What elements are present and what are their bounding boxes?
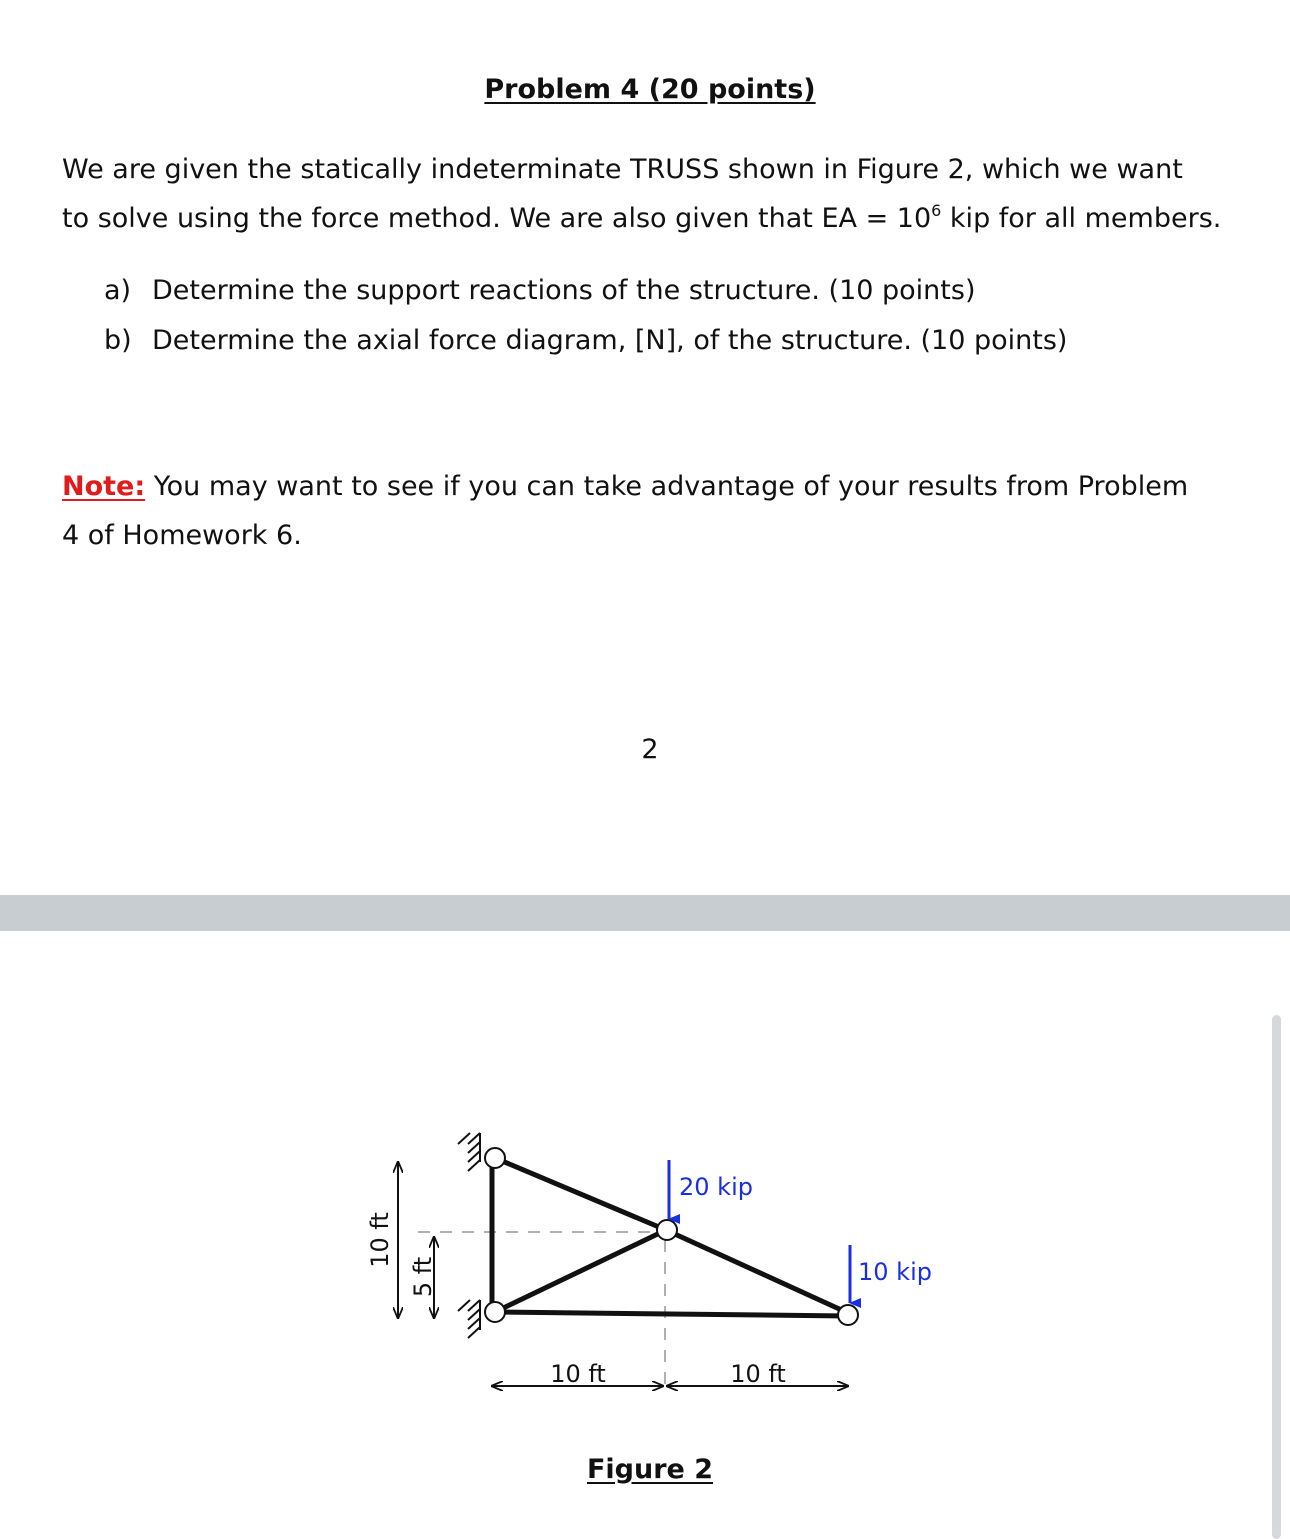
note-label: Note: (62, 471, 146, 502)
problem-title: Problem 4 (20 points) (484, 74, 816, 105)
statement-line-2-end: kip for all members. (941, 203, 1222, 234)
statement-line-1: We are given the statically indeterminate TRUSS shown in Figure 2, which we want (62, 154, 1183, 185)
figure-caption: Figure 2 (586, 1454, 714, 1485)
note-text-1: You may want to see if you can take advantage of your results from Problem (145, 471, 1189, 502)
page-number: 2 (641, 734, 659, 765)
task-b-label: b) (104, 325, 132, 356)
fixed-support-bottom (458, 1300, 480, 1338)
pin-joints (485, 1148, 858, 1325)
statement-line-2-text: to solve using the force method. We are also given that EA = 10 (62, 203, 932, 234)
member-outer-diagonal (666, 1230, 848, 1313)
joint-top-support (485, 1148, 505, 1168)
joint-tip (838, 1305, 858, 1325)
task-a-label: a) (104, 275, 132, 306)
note-line-2: 4 of Homework 6. (62, 520, 302, 551)
dimension-label-vertical-half: 5 ft (409, 1256, 437, 1298)
member-top-diagonal (495, 1158, 666, 1230)
dimension-label-horizontal-left: 10 ft (550, 1360, 606, 1388)
load-label-tip: 10 kip (858, 1258, 932, 1286)
joint-center (657, 1220, 677, 1240)
fixed-support-top (458, 1133, 480, 1171)
member-bottom-chord (495, 1312, 848, 1316)
task-b-text: Determine the axial force diagram, [N], of the structure. (10 points) (152, 325, 1068, 356)
dimension-label-horizontal-right: 10 ft (730, 1360, 786, 1388)
exponent: 6 (931, 201, 942, 220)
task-a-text: Determine the support reactions of the structure. (10 points) (152, 275, 976, 306)
dimension-label-vertical-total: 10 ft (366, 1212, 394, 1268)
joint-bottom-support (485, 1302, 505, 1322)
member-inner-diagonal (495, 1230, 666, 1312)
load-label-center: 20 kip (679, 1173, 753, 1201)
reference-lines (418, 1232, 665, 1385)
